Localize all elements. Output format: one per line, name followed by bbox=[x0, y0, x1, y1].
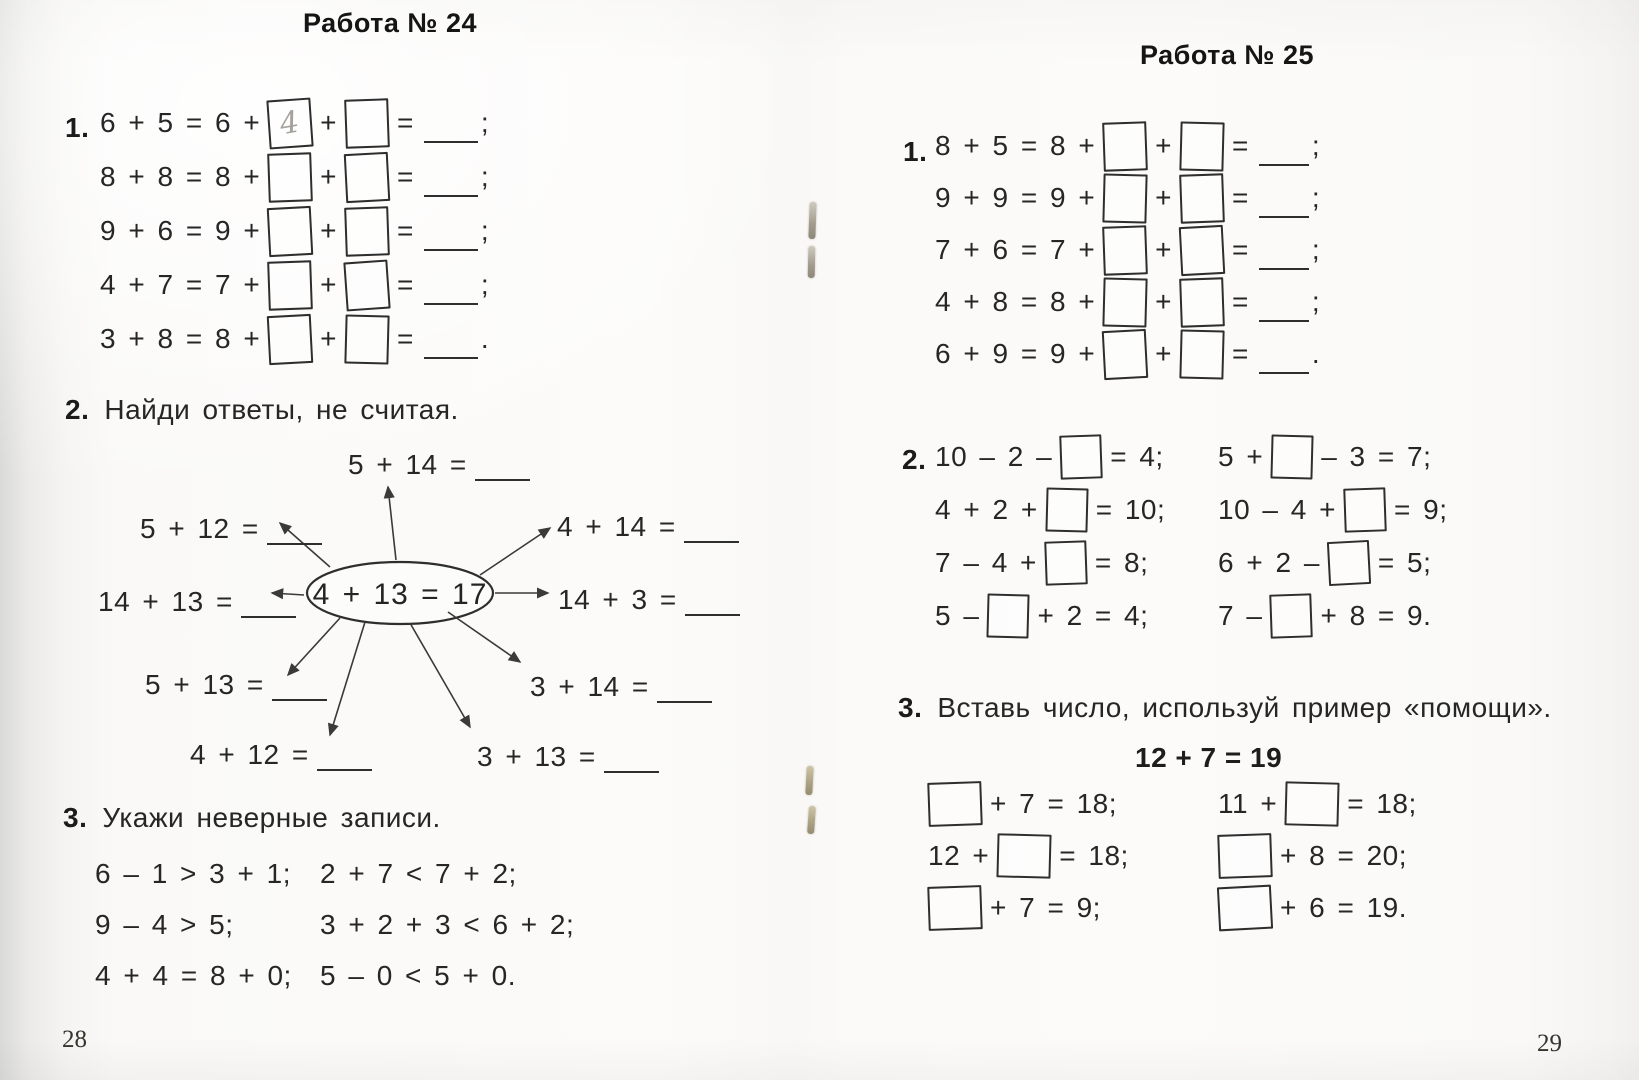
equation-lead: 10 – 2 – bbox=[935, 440, 1053, 472]
punctuation: ; bbox=[1311, 234, 1321, 265]
arrow-line bbox=[388, 487, 396, 560]
exercise-3-left bbox=[63, 802, 623, 1012]
answer-box[interactable] bbox=[1271, 434, 1314, 479]
exercise-1-right bbox=[903, 120, 1320, 380]
fill-in-column-2 bbox=[1218, 430, 1447, 642]
equation-tail: + 7 = 18; bbox=[990, 788, 1118, 819]
equation-row bbox=[928, 830, 1129, 882]
punctuation: ; bbox=[480, 161, 490, 192]
spoke-label: 5 + 14 = bbox=[348, 448, 530, 481]
plus-sign: + bbox=[320, 107, 338, 138]
exercise-3-left-header bbox=[63, 802, 623, 834]
fill-in-column-1 bbox=[928, 778, 1129, 934]
punctuation: . bbox=[1311, 338, 1321, 369]
exercise-1-left bbox=[65, 96, 489, 366]
spoke-label: 5 + 12 = bbox=[140, 512, 322, 545]
answer-box[interactable] bbox=[1179, 329, 1224, 379]
equation-tail: = 9; bbox=[1393, 493, 1448, 525]
answer-blank[interactable] bbox=[1259, 296, 1309, 322]
spoke-label: 3 + 14 = bbox=[530, 670, 712, 703]
equation-row bbox=[935, 483, 1165, 536]
equation-row bbox=[935, 328, 1320, 380]
exercise-marker: 1. bbox=[903, 136, 928, 167]
answer-blank[interactable] bbox=[424, 225, 478, 251]
plus-sign: + bbox=[1155, 182, 1173, 213]
punctuation: ; bbox=[480, 269, 490, 300]
equation-row bbox=[1218, 483, 1447, 536]
answer-box[interactable] bbox=[267, 205, 314, 256]
answer-blank[interactable] bbox=[424, 171, 478, 197]
equation-lead: 4 + 8 = 8 + bbox=[935, 286, 1096, 317]
equation-tail: + 2 = 4; bbox=[1037, 599, 1149, 631]
page-number-right: 29 bbox=[1537, 1030, 1562, 1057]
spoke-label: 14 + 13 = bbox=[98, 585, 296, 618]
answer-box[interactable] bbox=[997, 833, 1052, 878]
fill-in-column-1 bbox=[935, 430, 1165, 642]
answer-blank[interactable] bbox=[475, 455, 530, 481]
equals-sign: = bbox=[397, 107, 414, 138]
answer-box[interactable] bbox=[987, 593, 1030, 638]
punctuation: ; bbox=[480, 215, 490, 246]
center-equation: 4 + 13 = 17 bbox=[312, 578, 488, 611]
arrow-line bbox=[448, 612, 520, 662]
equation-tail: = 18; bbox=[1059, 840, 1129, 871]
equation-lead: 10 – 4 + bbox=[1218, 493, 1336, 525]
answer-box[interactable] bbox=[1103, 277, 1148, 327]
equation-tail: + 8 = 20; bbox=[1280, 840, 1408, 871]
plus-sign: + bbox=[1155, 338, 1173, 369]
equals-sign: = bbox=[1232, 182, 1249, 213]
inequality-item: 4 + 4 = 8 + 0; bbox=[95, 959, 292, 991]
answer-blank[interactable] bbox=[685, 590, 740, 616]
instruction-text: Укажи неверные записи. bbox=[102, 802, 441, 833]
equation-row bbox=[935, 120, 1320, 172]
answer-box[interactable] bbox=[344, 314, 389, 364]
exercise-marker: 3. bbox=[63, 802, 88, 833]
equation-tail: = 5; bbox=[1377, 546, 1432, 578]
equation-lead: 6 + 9 = 9 + bbox=[935, 338, 1096, 369]
equation-tail: = 10; bbox=[1095, 493, 1166, 525]
plus-sign: + bbox=[320, 323, 338, 354]
equation-lead: 7 – 4 + bbox=[935, 546, 1037, 578]
equation-lead: 8 + 5 = 8 + bbox=[935, 130, 1096, 161]
inequality-item: 6 – 1 > 3 + 1; bbox=[95, 857, 292, 889]
equals-sign: = bbox=[397, 269, 414, 300]
inequality-item: 3 + 2 + 3 < 6 + 2; bbox=[320, 908, 575, 940]
answer-box[interactable] bbox=[343, 259, 390, 311]
equals-sign: = bbox=[397, 215, 414, 246]
answer-box[interactable] bbox=[267, 152, 313, 203]
page-number-left: 28 bbox=[62, 1026, 87, 1053]
answer-blank[interactable] bbox=[241, 592, 296, 618]
equation-row bbox=[100, 96, 489, 150]
exercise-marker: 1. bbox=[65, 112, 90, 143]
answer-box[interactable] bbox=[267, 260, 313, 311]
equation-lead: 4 + 2 + bbox=[935, 493, 1038, 525]
equation-row bbox=[1218, 778, 1417, 830]
equation-lead: 7 – bbox=[1218, 599, 1263, 631]
answer-box[interactable] bbox=[267, 97, 314, 149]
equation-row bbox=[935, 172, 1320, 224]
fill-in-column-2 bbox=[1218, 778, 1417, 934]
exercise-marker: 2. bbox=[902, 444, 927, 475]
inequality-item: 9 – 4 > 5; bbox=[95, 908, 234, 940]
answer-box[interactable] bbox=[1179, 173, 1225, 224]
answer-blank[interactable] bbox=[1259, 348, 1309, 374]
inequality-column-1 bbox=[95, 848, 292, 1001]
arrow-line bbox=[480, 528, 550, 575]
exercise-3-right bbox=[898, 692, 1552, 952]
answer-box[interactable] bbox=[927, 781, 983, 827]
answer-blank[interactable] bbox=[1259, 192, 1309, 218]
answer-blank[interactable] bbox=[604, 747, 659, 773]
inequality-item: 5 – 0 < 5 + 0. bbox=[320, 959, 517, 991]
answer-box[interactable] bbox=[267, 313, 314, 364]
equation-row bbox=[935, 536, 1165, 589]
equation-row bbox=[928, 778, 1129, 830]
plus-sign: + bbox=[320, 269, 338, 300]
answer-blank[interactable] bbox=[424, 333, 478, 359]
instruction-text: Найди ответы, не считая. bbox=[104, 394, 459, 425]
equals-sign: = bbox=[397, 323, 414, 354]
answer-blank[interactable] bbox=[424, 117, 478, 143]
plus-sign: + bbox=[320, 161, 338, 192]
arrow-line bbox=[288, 618, 340, 675]
answer-box[interactable] bbox=[344, 98, 390, 149]
spoke-label: 4 + 12 = bbox=[190, 738, 372, 771]
equation-tail: = 18; bbox=[1347, 788, 1417, 819]
plus-sign: + bbox=[1155, 234, 1173, 265]
spoke-label: 14 + 3 = bbox=[558, 583, 740, 616]
equation-row bbox=[100, 312, 489, 366]
equals-sign: = bbox=[1232, 338, 1249, 369]
answer-box[interactable] bbox=[1045, 487, 1088, 532]
equation-lead: 12 + bbox=[928, 840, 990, 871]
equation-row bbox=[1218, 882, 1417, 934]
answer-box[interactable] bbox=[1179, 277, 1225, 328]
equation-lead: 5 – bbox=[935, 599, 980, 631]
answer-box[interactable] bbox=[344, 206, 390, 257]
answer-blank[interactable] bbox=[684, 517, 739, 543]
answer-blank[interactable] bbox=[317, 745, 372, 771]
helper-equation: 12 + 7 = 19 bbox=[1135, 742, 1283, 773]
equation-row bbox=[1218, 430, 1447, 483]
equals-sign: = bbox=[397, 161, 414, 192]
answer-blank[interactable] bbox=[272, 675, 327, 701]
plus-sign: + bbox=[320, 215, 338, 246]
punctuation: ; bbox=[1311, 182, 1321, 213]
answer-blank[interactable] bbox=[1259, 140, 1309, 166]
answer-box[interactable] bbox=[1217, 833, 1273, 879]
punctuation: ; bbox=[1311, 286, 1321, 317]
answer-blank[interactable] bbox=[267, 519, 322, 545]
answer-blank[interactable] bbox=[657, 677, 712, 703]
answer-box[interactable] bbox=[1327, 539, 1371, 585]
exercise-marker: 3. bbox=[898, 692, 923, 723]
answer-blank[interactable] bbox=[1259, 244, 1309, 270]
answer-box[interactable] bbox=[1102, 328, 1149, 379]
equation-lead: 9 + 9 = 9 + bbox=[935, 182, 1096, 213]
equation-tail: + 6 = 19. bbox=[1280, 892, 1408, 923]
inequality-column-2 bbox=[320, 848, 574, 1001]
equation-row bbox=[1218, 536, 1447, 589]
page-title-right: Работа № 25 bbox=[1140, 40, 1315, 70]
equation-row bbox=[1218, 589, 1447, 642]
answer-box[interactable] bbox=[1059, 434, 1103, 479]
equation-row bbox=[935, 276, 1320, 328]
spoke-label: 3 + 13 = bbox=[477, 740, 659, 773]
plus-sign: + bbox=[1155, 130, 1173, 161]
staple bbox=[807, 806, 816, 834]
handwritten-answer: 4 bbox=[277, 104, 303, 142]
equation-row bbox=[100, 204, 489, 258]
exercise-marker: 2. bbox=[65, 394, 90, 425]
answer-box[interactable] bbox=[1179, 224, 1226, 275]
answer-box[interactable] bbox=[1270, 593, 1314, 638]
equation-row bbox=[935, 224, 1320, 276]
equals-sign: = bbox=[1232, 286, 1249, 317]
answer-box[interactable] bbox=[1102, 225, 1148, 276]
staple bbox=[808, 246, 816, 278]
equation-lead: 4 + 7 = 7 + bbox=[100, 269, 261, 300]
arrow-line bbox=[410, 623, 470, 727]
staple bbox=[808, 202, 816, 239]
equation-row bbox=[1218, 830, 1417, 882]
plus-sign: + bbox=[1155, 286, 1173, 317]
equals-sign: = bbox=[1232, 130, 1249, 161]
punctuation: ; bbox=[480, 107, 490, 138]
spoke-label: 4 + 14 = bbox=[557, 510, 739, 543]
equation-tail: = 4; bbox=[1110, 440, 1164, 472]
exercise-2-right bbox=[902, 430, 1462, 650]
answer-box[interactable] bbox=[1343, 487, 1387, 532]
equation-row bbox=[935, 430, 1165, 483]
equation-lead: 9 + 6 = 9 + bbox=[100, 215, 261, 246]
equation-lead: 6 + 5 = 6 + bbox=[100, 107, 261, 138]
equation-lead: 11 + bbox=[1218, 788, 1278, 819]
equation-tail: + 7 = 9; bbox=[990, 892, 1101, 923]
staple bbox=[805, 766, 814, 795]
spoke-label: 5 + 13 = bbox=[145, 668, 327, 701]
inequality-item: 2 + 7 < 7 + 2; bbox=[320, 857, 517, 889]
instruction-text: Вставь число, используй пример «помощи». bbox=[937, 692, 1552, 723]
answer-box[interactable] bbox=[1103, 173, 1148, 223]
equation-tail: – 3 = 7; bbox=[1321, 440, 1432, 472]
answer-box[interactable] bbox=[344, 151, 391, 202]
exercise-3-right-header bbox=[898, 692, 1552, 724]
equation-row bbox=[935, 589, 1165, 642]
answer-box[interactable] bbox=[1044, 540, 1088, 585]
equals-sign: = bbox=[1232, 234, 1249, 265]
page-title-left: Работа № 24 bbox=[303, 8, 478, 38]
answer-box[interactable] bbox=[1102, 121, 1148, 172]
equation-lead: 6 + 2 – bbox=[1218, 546, 1320, 578]
equation-lead: 3 + 8 = 8 + bbox=[100, 323, 261, 354]
equation-row bbox=[100, 150, 489, 204]
equation-lead: 7 + 6 = 7 + bbox=[935, 234, 1096, 265]
answer-box[interactable] bbox=[1217, 885, 1273, 932]
answer-box[interactable] bbox=[1179, 121, 1224, 171]
equation-lead: 5 + bbox=[1218, 440, 1264, 472]
answer-box[interactable] bbox=[1285, 781, 1340, 826]
equation-lead: 8 + 8 = 8 + bbox=[100, 161, 261, 192]
punctuation: ; bbox=[1311, 130, 1321, 161]
arrow-line bbox=[330, 622, 365, 735]
equation-tail: + 8 = 9. bbox=[1320, 599, 1432, 631]
punctuation: . bbox=[480, 323, 490, 354]
answer-blank[interactable] bbox=[424, 279, 478, 305]
equation-tail: = 8; bbox=[1094, 546, 1149, 578]
equation-row bbox=[100, 258, 489, 312]
spider-diagram bbox=[0, 420, 760, 810]
answer-box[interactable] bbox=[927, 885, 983, 931]
equation-row bbox=[928, 882, 1129, 934]
